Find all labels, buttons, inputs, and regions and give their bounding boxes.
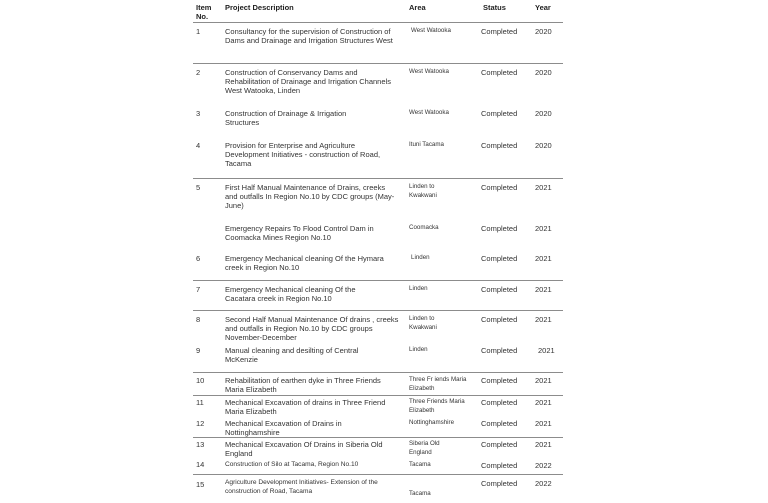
header-status: Status [483, 3, 506, 12]
project-description: Construction of Silo at Tacama, Region No.10 [225, 461, 359, 468]
project-area: Ituni Tacama [409, 141, 444, 148]
item-number: 2 [196, 68, 201, 77]
row-divider [193, 63, 563, 64]
row-divider [193, 310, 563, 311]
project-year: 2021 [535, 440, 552, 449]
row-divider [193, 395, 563, 396]
project-table [193, 0, 563, 503]
project-description: Mechanical Excavation of Drains in Nottinghamshire [225, 419, 342, 437]
row-divider [193, 437, 563, 438]
item-number: 5 [196, 183, 201, 192]
project-year: 2022 [535, 461, 552, 470]
project-area: Linden to Kwakwani [409, 183, 437, 199]
item-number: 11 [196, 398, 204, 407]
project-status: Completed [481, 440, 518, 449]
project-description: Emergency Repairs To Flood Control Dam in Coomacka Mines Region No.10 [225, 224, 374, 242]
header-divider [193, 22, 563, 23]
project-status: Completed [481, 315, 518, 324]
project-year: 2021 [535, 224, 552, 233]
item-number: 15 [196, 480, 205, 489]
item-number: 7 [196, 285, 201, 294]
item-number: 3 [196, 109, 201, 118]
project-description: Agriculture Development Initiatives- Extension of the construction of Road, Tacama [225, 479, 378, 495]
item-number: 12 [196, 419, 205, 428]
project-status: Completed [481, 183, 518, 192]
project-area: West Watooka [409, 109, 449, 116]
row-divider [193, 178, 563, 179]
item-number: 13 [196, 440, 205, 449]
project-year: 2021 [535, 419, 552, 428]
project-area: Linden to Kwakwani [409, 315, 437, 331]
project-area: Siberia Old England [409, 440, 440, 456]
item-number: 10 [196, 376, 205, 385]
project-area: Linden [409, 285, 428, 292]
project-year: 2020 [535, 27, 552, 36]
project-status: Completed [481, 376, 518, 385]
project-status: Completed [481, 346, 518, 355]
project-year: 2021 [535, 376, 552, 385]
header-area: Area [409, 3, 426, 12]
project-status: Completed [481, 224, 518, 233]
project-status: Completed [481, 479, 518, 488]
project-status: Completed [481, 419, 518, 428]
project-description: Construction of Conservancy Dams and Rehabilitation of Drainage and Irrigation Channels West Watooka, Linden [225, 68, 391, 95]
item-number: 4 [196, 141, 201, 150]
project-area: West Watooka [411, 27, 451, 34]
row-divider [193, 474, 563, 475]
project-year: 2020 [535, 109, 552, 118]
project-description: Emergency Mechanical cleaning Of the Hymara creek in Region No.10 [225, 254, 384, 272]
item-number: 8 [196, 315, 201, 324]
project-area: Tacama [409, 461, 431, 468]
project-description: Consultancy for the supervision of Construction of Dams and Drainage and Irrigation Structures West [225, 27, 393, 45]
project-status: Completed [481, 27, 518, 36]
project-year: 2021 [535, 315, 552, 324]
project-status: Completed [481, 109, 518, 118]
project-area: West Watooka [409, 68, 449, 75]
project-description: Second Half Manual Maintenance Of drains , creeks and outfalls in Region No.10 by CDC groups November-December [225, 315, 399, 342]
project-description: Manual cleaning and desilting of Central McKenzie [225, 346, 359, 364]
project-year: 2020 [535, 68, 552, 77]
project-status: Completed [481, 254, 518, 263]
project-area: Three Friends Maria Elizabeth [409, 398, 465, 414]
row-divider [193, 280, 563, 281]
project-area: Coomacka [409, 224, 439, 231]
project-area: Linden [411, 254, 430, 261]
project-description: Rehabilitation of earthen dyke in Three Friends Maria Elizabeth [225, 376, 381, 394]
project-status: Completed [481, 68, 518, 77]
project-description: Provision for Enterprise and Agriculture Development Initiatives - construction of Road, Tacama [225, 141, 381, 168]
project-area: Three Fr iends Maria Elizabeth [409, 376, 467, 392]
project-year: 2020 [535, 141, 552, 150]
project-status: Completed [481, 285, 518, 294]
header-year: Year [535, 3, 551, 12]
project-description: First Half Manual Maintenance of Drains, creeks and outfalls In Region No.10 by CDC groups (May-June) [225, 183, 395, 210]
project-description: Mechanical Excavation Of Drains in Siberia Old England [225, 440, 383, 458]
project-area: Tacama [409, 490, 431, 497]
project-year: 2021 [538, 346, 555, 355]
project-year: 2021 [535, 285, 552, 294]
project-year: 2022 [535, 479, 552, 488]
project-area: Linden [409, 346, 428, 353]
item-number: 1 [196, 27, 201, 36]
project-status: Completed [481, 398, 518, 407]
item-number: 9 [196, 346, 201, 355]
project-year: 2021 [535, 183, 552, 192]
project-status: Completed [481, 461, 518, 470]
project-description: Construction of Drainage & Irrigation Structures [225, 109, 347, 127]
item-number: 6 [196, 254, 201, 263]
project-year: 2021 [535, 398, 552, 407]
row-divider [193, 372, 563, 373]
header-project-description: Project Description [225, 3, 294, 12]
header-item-no: Item No. [196, 3, 212, 21]
project-area: Nottinghamshire [409, 419, 455, 426]
project-year: 2021 [535, 254, 552, 263]
item-number: 14 [196, 460, 205, 469]
project-description: Emergency Mechanical cleaning Of the Cacatara creek in Region No.10 [225, 285, 356, 303]
project-description: Mechanical Excavation of drains in Three Friend Maria Elizabeth [225, 398, 386, 416]
project-status: Completed [481, 141, 518, 150]
